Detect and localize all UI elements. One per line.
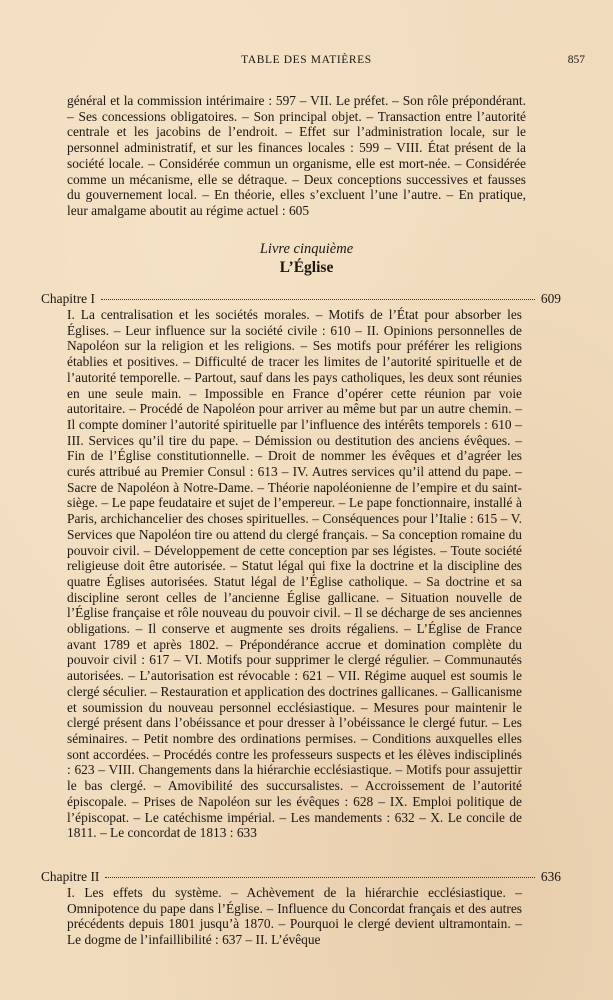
running-title: TABLE DES MATIÈRES: [241, 54, 372, 66]
page-number: 857: [567, 54, 585, 66]
chapter-summary: I. Les effets du système. – Achèvement de la hiérarchie ecclésiastique. – Omnipotence du pape dans l’Église. – Influence du Concordat français et des autres précédents depuis 1801 jusqu’à 1870. – Pourquoi le clergé devient ultramontain. – Le dogme de l’infaillibilité : 637 – II. L’évêque: [67, 885, 522, 948]
chapter-entry: [41, 291, 561, 307]
dot-leader: [105, 877, 535, 878]
chapter-entry: [41, 869, 561, 885]
chapter-page: 609: [540, 291, 561, 306]
chapter-summary: I. La centralisation et les sociétés morales. – Motifs de l’État pour absorber les Églises. – Leur influence sur la société civile : 610 – II. Opinions personnelles de Napoléon sur la religion et les religions. – Ses motifs pour préférer les religions établies et positives. – Difficulté de tracer les limites de l’autorité spirituelle et de l’autorité temporelle. – Partout, sauf dans les pays catholiques, les deux sont réunies en une seule main. – Impossible en France d’opérer cette réunion par voie autoritaire. – Procédé de Napoléon pour arriver au même but par un autre chemin. – Il compte dominer l’autorité spirituelle par l’influence des intérêts temporels : 610 – III. Services qu’il tire du pape. – Démission ou destitution des anciens évêques. – Fin de l’Église constitutionnelle. – Droit de nommer les évêques et d’agréer les curés attribué au Premier Consul : 613 – IV. Autres services qu’il attend du pape. – Sacre de Napoléon à Notre-Dame. – Théorie napoléonienne de l’empire et du saint-siège. – Le pape feudataire et sujet de l’empereur. – Le pape fonctionnaire, installé à Paris, archichancelier des choses spirituelles. – Conséquences pour l’Italie : 615 – V. Services que Napoléon tire ou attend du clergé français. – Sa conception romaine du pouvoir civil. – Développement de cette conception par ses légistes. – Toute société religieuse doit être autorisée. – Statut légal qui fixe la doctrine et la discipline des quatre Églises autorisées. Statut légal de l’Église catholique. – Sa doctrine et sa discipline seront celles de l’ancienne Église gallicane. – Situation nouvelle de l’Église française et rôle nouveau du pouvoir civil. – Il se décharge de ses anciennes obligations. – Il conserve et augmente ses droits régaliens. – L’Église de France avant 1789 et après 1802. – Prépondérance accrue et domination complète du pouvoir civil : 617 – VI. Motifs pour supprimer le clergé régulier. – Communautés autorisées. – L’autorisation est révocable : 621 – VII. Régime auquel est soumis le clergé séculier. – Restauration et application des doctrines gallicanes. – Gallicanisme et soumission du nouveau personnel ecclésiastique. – Mesures pour maintenir le clergé présent dans l’obéissance et pour dresser à l’obéissance le clergé futur. – Les séminaires. – Petit nombre des ordinations permises. – Conditions auxquelles elles sont accordées. – Procédés contre les professeurs suspects et les élèves indisciplinés : 623 – VIII. Changements dans la hiérarchie ecclésiastique. – Motifs pour assujettir le bas clergé. – Amovibilité des succursalistes. – Accroissement de l’autorité épiscopale. – Prises de Napoléon sur les évêques : 628 – IX. Emploi politique de l’épiscopat. – Le catéchisme impérial. – Les mandements : 632 – X. Le concile de 1811. – Le concordat de 1813 : 633: [67, 307, 522, 841]
chapter-label: Chapitre II: [41, 869, 100, 884]
chapter-page: 636: [540, 869, 561, 884]
book-kicker: Livre cinquième: [259, 241, 354, 257]
book-title: L’Église: [279, 259, 334, 276]
intro-paragraph: général et la commission intérimaire : 597 – VII. Le préfet. – Son rôle prépondérant. – Ses concessions obligatoires. – Son principal objet. – Transaction entre l’autorité centrale et les jacobins de l’endroit. – Effet sur l’administration locale, sur le personnel administratif, et sur les finances locales : 599 – VIII. État présent de la société locale. – Considérée commun un organisme, elle est mort-née. – Considérée comme un mécanisme, elle se détraque. – Deux conceptions successives et fausses du gouvernement local. – En théorie, elles s’excluent l’une l’autre. – En pratique, leur amalgame aboutit au régime actuel : 605: [67, 93, 526, 218]
running-head: [0, 54, 613, 70]
dot-leader: [101, 299, 535, 300]
book-heading: [0, 241, 613, 277]
chapter-label: Chapitre I: [41, 291, 95, 306]
